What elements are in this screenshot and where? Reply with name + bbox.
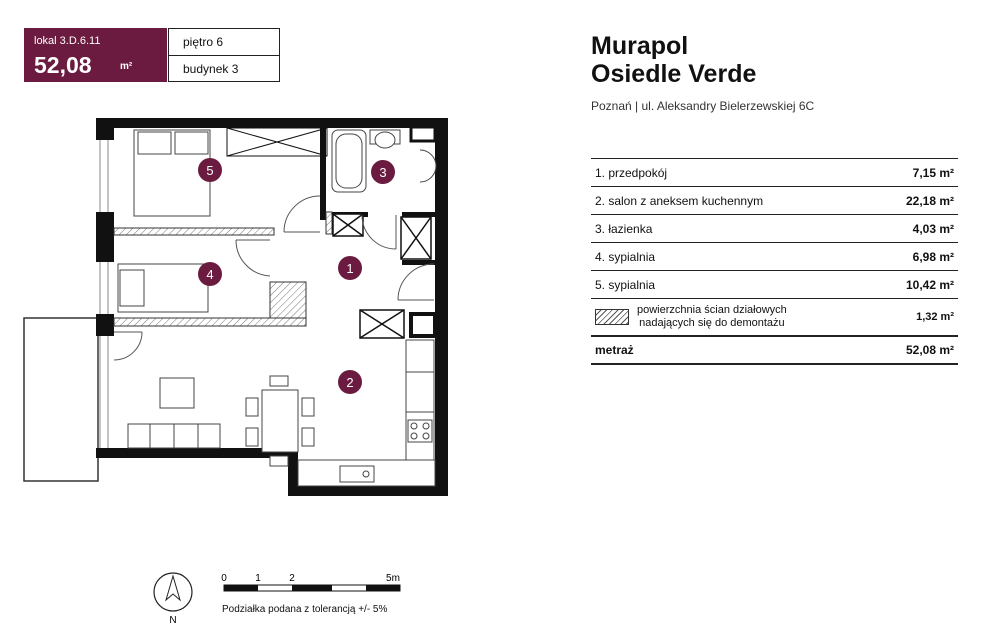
unit-area: 52,08	[34, 52, 92, 78]
windows	[100, 140, 108, 448]
walls-line2: nadających się do demontażu	[639, 317, 785, 329]
room-label: 2. salon z aneksem kuchennym	[591, 187, 878, 215]
room-label: 1. przedpokój	[591, 159, 878, 187]
scale-tick-0: 0	[221, 573, 227, 584]
total-label: metraż	[591, 336, 878, 364]
room-label: 3. łazienka	[591, 215, 878, 243]
room-label: 5. sypialnia	[591, 271, 878, 299]
walls-line1: powierzchnia ścian działowych	[637, 304, 787, 316]
room-area: 10,42 m²	[878, 271, 958, 299]
total-area: 52,08 m²	[878, 336, 958, 364]
room-marker-2-label: 2	[346, 375, 354, 390]
scale-tick-2: 2	[289, 573, 295, 584]
scale-bar	[221, 573, 400, 591]
room-marker-4-label: 4	[206, 267, 214, 282]
compass-icon	[154, 573, 192, 626]
room-marker-5-label: 5	[206, 163, 214, 178]
project-title-line2: Osiedle Verde	[591, 60, 757, 88]
scale-tolerance-note: Podziałka podana z tolerancją +/- 5%	[222, 604, 388, 615]
scale-tick-5: 5m	[386, 573, 400, 584]
project-title-line1: Murapol	[591, 32, 689, 60]
room-area: 22,18 m²	[878, 187, 958, 215]
unit-area-unit: m²	[120, 61, 133, 72]
room-marker-3-label: 3	[379, 165, 387, 180]
room-label: 4. sypialnia	[591, 243, 878, 271]
room-area: 4,03 m²	[878, 215, 958, 243]
balcony	[24, 318, 98, 481]
scale-tick-1: 1	[255, 573, 261, 584]
room-area: 7,15 m²	[878, 159, 958, 187]
room-area: 6,98 m²	[878, 243, 958, 271]
building-label: budynek 3	[183, 62, 239, 76]
floor-label: piętro 6	[169, 29, 279, 56]
room-markers	[198, 158, 395, 394]
compass-label: N	[169, 615, 177, 626]
room-marker-1-label: 1	[346, 261, 354, 276]
walls-area: 1,32 m²	[878, 299, 958, 337]
unit-code: lokal 3.D.6.11	[34, 35, 101, 47]
project-address: Poznań | ul. Aleksandry Bielerzewskiej 6C	[591, 99, 815, 113]
